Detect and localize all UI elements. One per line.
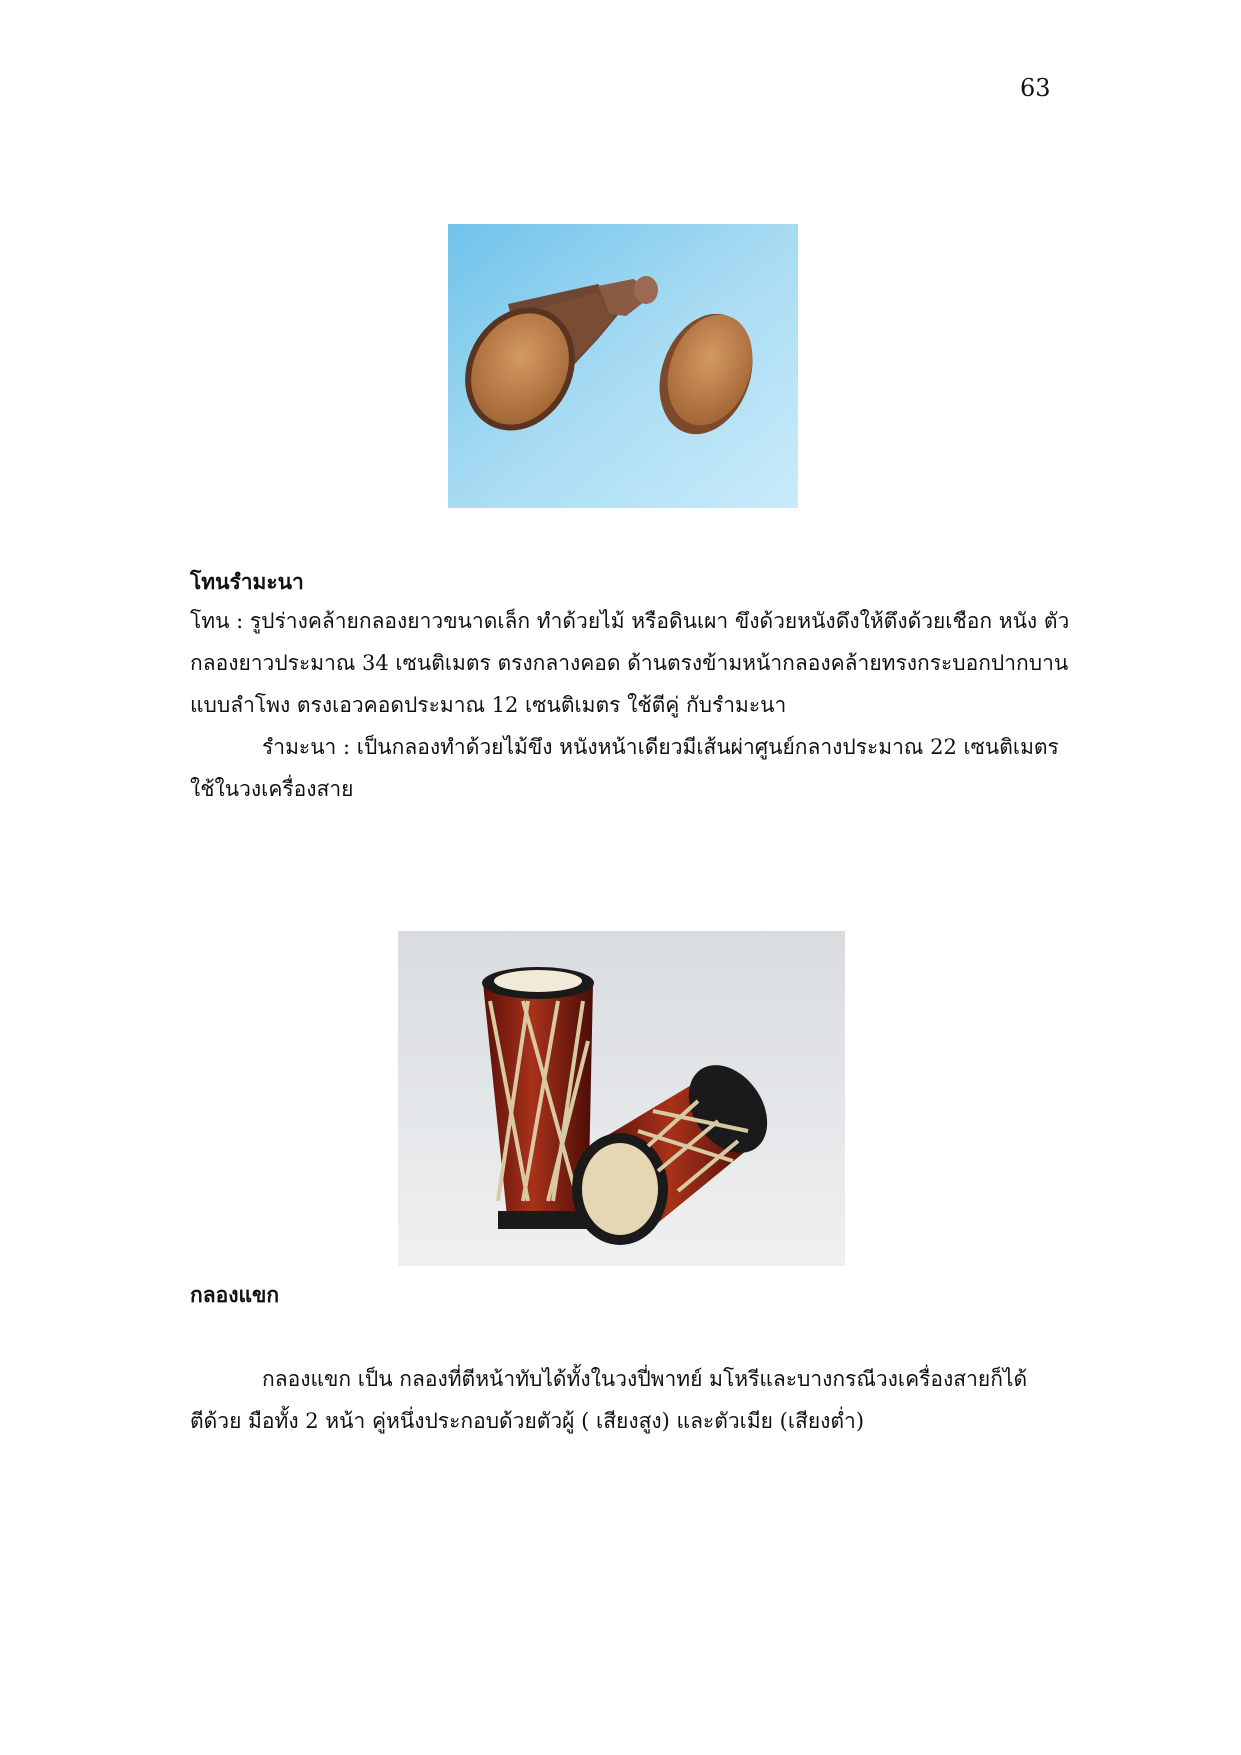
paragraph-line: โทน : รูปร่างคล้ายกลองยาวขนาดเล็ก ทำด้วยไม้ หรือดินเผา ขึงด้วยหนังดึงให้ตึงด้วยเชือก หนัง ตัว bbox=[190, 609, 1070, 633]
paragraph-line: ใช้ในวงเครื่องสาย bbox=[190, 777, 354, 801]
page-number: 63 bbox=[1020, 74, 1051, 102]
paragraph-line: ตีด้วย มือทั้ง 2 หน้า คู่หนึ่งประกอบด้วยตัวผู้ ( เสียงสูง) และตัวเมีย (เสียงต่ำ) bbox=[190, 1409, 865, 1433]
paragraph-line: แบบลำโพง ตรงเอวคอดประมาณ 12 เซนติเมตร ใช้ตีคู่ กับรำมะนา bbox=[190, 693, 787, 717]
paragraph-line: กลองแขก เป็น กลองที่ตีหน้าทับได้ทั้งในวงปี่พาทย์ มโหรีและบางกรณีวงเครื่องสายก็ได้ bbox=[262, 1367, 1028, 1391]
paragraph-line: รำมะนา : เป็นกลองทำด้วยไม้ขึง หนังหน้าเดียวมีเส้นผ่าศูนย์กลางประมาณ 22 เซนติเมตร bbox=[262, 735, 1059, 759]
paragraph-line: กลองยาวประมาณ 34 เซนติเมตร ตรงกลางคอด ด้านตรงข้ามหน้ากลองคล้ายทรงกระบอกปากบาน bbox=[190, 651, 1069, 675]
section-title-thon-rammana: โทนรำมะนา bbox=[190, 569, 304, 594]
thon-rammana-image bbox=[448, 224, 798, 508]
klong-khaek-image bbox=[398, 931, 845, 1266]
section-title-klong-khaek: กลองแขก bbox=[190, 1282, 280, 1307]
